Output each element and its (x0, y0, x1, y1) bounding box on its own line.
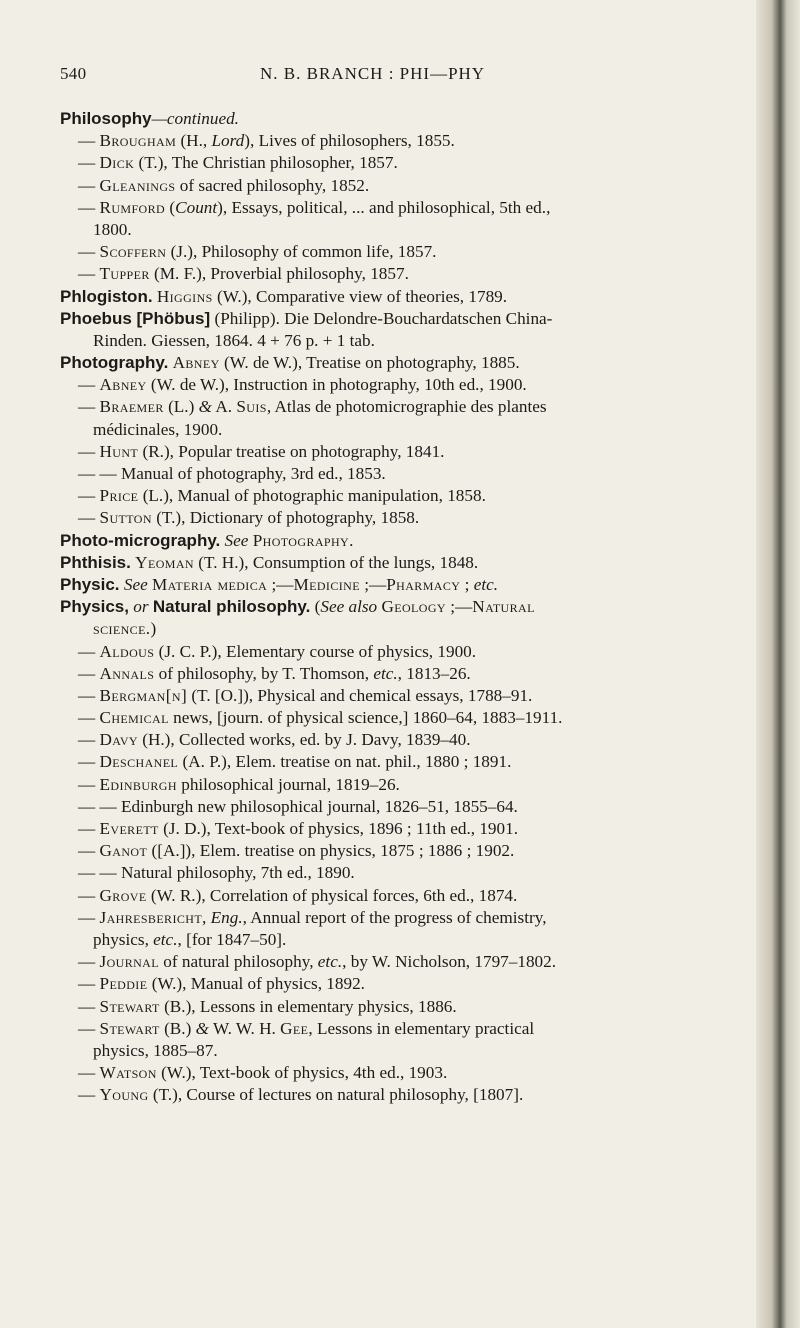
entry-continuation-line (60, 929, 750, 951)
author-name: Hunt (99, 441, 139, 461)
entry-text: — (78, 486, 100, 506)
entry-continuation-line (60, 219, 750, 241)
italic-text: —continued. (151, 109, 239, 128)
italic-text: & (195, 1018, 209, 1038)
author-name: Stewart (99, 996, 160, 1016)
entry-line (60, 796, 750, 818)
entry-text: ), Lives of philosophers, 1855. (244, 131, 455, 151)
entry-text: — (78, 730, 100, 750)
entry-text: — (78, 708, 100, 728)
italic-text: or (133, 597, 149, 617)
entry-text: A. (211, 397, 237, 417)
author-name: Davy (99, 730, 138, 750)
author-name: Braemer (99, 397, 164, 417)
entry-text: (W. de W.), Instruction in photography, 10th ed., 1900. (146, 375, 527, 395)
page-number: 540 (60, 64, 87, 83)
entry-text: — (78, 819, 100, 838)
author-name: Brougham (99, 131, 177, 151)
entry-text: — (78, 264, 100, 284)
italic-text: Eng. (210, 907, 243, 927)
entry-line (60, 751, 750, 773)
entry-text: ( (310, 597, 321, 617)
entry-text: (W.), Text-book of physics, 4th ed., 1903. (156, 1063, 448, 1083)
author-name: Journal (99, 952, 159, 972)
entry-text: (W. R.), Correlation of physical forces, 6th ed., 1874. (146, 885, 518, 905)
entry-text: — (78, 774, 100, 794)
author-name: Watson (99, 1063, 157, 1083)
entry-text: — (78, 1018, 100, 1038)
entry-line (60, 774, 750, 796)
entry-continuation-line (60, 1040, 750, 1062)
entry-line (60, 641, 750, 663)
author-name: Chemical (99, 708, 169, 728)
entry-text: — (78, 663, 100, 683)
entry-text: (W.), Manual of physics, 1892. (147, 974, 365, 994)
author-name: Annals (99, 663, 155, 683)
book-spine-edge (756, 0, 800, 1328)
heading-entry-line (60, 286, 750, 308)
subject-heading: Phoebus [Phöbus] (60, 308, 211, 328)
italic-text: etc. (473, 574, 499, 594)
entry-text: médicinales, 1900. (93, 419, 223, 439)
author-name: Grove (99, 885, 147, 905)
entry-text: (A. P.), Elem. treatise on nat. phil., 1880 ; 1891. (178, 752, 512, 772)
running-title: N. B. BRANCH : PHI—PHY (260, 64, 486, 83)
author-name: Aldous (99, 641, 155, 661)
entry-text: — (78, 885, 100, 905)
entry-text: (H.), Collected works, ed. by J. Davy, 1839–40. (137, 730, 471, 750)
entry-text: — (78, 752, 100, 772)
entry-text: (Philipp). Die Delondre-Bouchardatschen China- (210, 308, 553, 328)
entry-text: — — Manual of photography, 3rd ed., 1853. (78, 464, 386, 483)
entry-line (60, 175, 750, 197)
author-name: Materia medica (152, 574, 268, 594)
author-name: Geology (381, 597, 446, 617)
heading-entry-line (60, 596, 750, 618)
heading-entry-line (60, 308, 750, 330)
entry-text: of sacred philosophy, 1852. (175, 175, 370, 195)
author-name: Abney (99, 375, 147, 395)
author-name: Gleanings (99, 175, 176, 195)
subject-heading: Phlogiston. (60, 286, 153, 306)
entry-text: physics, (93, 929, 154, 949)
author-name: Bergman[n] (99, 685, 188, 705)
entry-text: news, [journ. of physical science,] 1860–64, 1883–1911. (168, 708, 563, 728)
entry-text: — (78, 131, 100, 151)
author-name: Medicine (293, 574, 360, 594)
entry-text: W. W. H. (208, 1018, 281, 1038)
italic-text: Count (175, 197, 218, 217)
entry-text: — (78, 952, 100, 972)
subject-heading: Physics, (60, 597, 129, 617)
heading-entry-line (60, 574, 750, 596)
italic-text: See (224, 530, 249, 550)
entry-line (60, 862, 750, 884)
entry-text: (T.), Dictionary of photography, 1858. (151, 508, 420, 528)
entry-line (60, 885, 750, 907)
entry-text: — (78, 1063, 100, 1083)
entry-line (60, 996, 750, 1018)
entry-line (60, 263, 750, 285)
author-name: Price (99, 486, 139, 506)
author-name: Deschanel (99, 752, 179, 772)
entry-text: (J. C. P.), Elementary course of physics, 1900. (154, 641, 477, 661)
entry-line (60, 241, 750, 263)
author-name: Ganot (99, 841, 148, 861)
italic-text: See also (320, 597, 378, 617)
entry-line (60, 152, 750, 174)
entry-text: ([A.]), Elem. treatise on physics, 1875 ; 1886 ; 1902. (147, 841, 515, 861)
entry-continuation-line (60, 419, 750, 441)
subject-heading: Natural philosophy. (152, 597, 311, 617)
entry-line (60, 1018, 750, 1040)
entry-text: (J.), Philosophy of common life, 1857. (166, 242, 437, 262)
author-name: science. (93, 619, 151, 639)
entry-text: (T. [O.]), Physical and chemical essays, 1788–91. (187, 685, 533, 705)
entry-text: (J. D.), Text-book of physics, 1896 ; 11th ed., 1901. (158, 819, 519, 838)
entry-text: ;— (446, 597, 473, 617)
entry-text: (B.), Lessons in elementary physics, 1886. (159, 996, 457, 1016)
entry-text: — (78, 641, 100, 661)
entry-line (60, 1084, 750, 1106)
entry-text: (B.) (159, 1018, 196, 1038)
author-name: Everett (99, 819, 159, 838)
catalogue-entries (60, 108, 750, 1106)
entry-line (60, 707, 750, 729)
author-name: Tupper (99, 264, 150, 284)
entry-text: — (78, 685, 100, 705)
entry-line (60, 951, 750, 973)
entry-line (60, 973, 750, 995)
running-head (60, 64, 732, 88)
entry-text: — (78, 153, 100, 173)
entry-line (60, 840, 750, 862)
entry-text: ;— (359, 574, 387, 594)
entry-text: , [for 1847–50]. (177, 929, 287, 949)
author-name: Dick (99, 153, 135, 173)
italic-text: etc. (317, 952, 343, 972)
entry-line (60, 507, 750, 529)
entry-text: — (78, 397, 100, 417)
subject-heading: Photography. (60, 353, 169, 373)
author-name: Stewart (99, 1018, 160, 1038)
entry-line (60, 485, 750, 507)
entry-line (60, 396, 750, 418)
author-name: Scoffern (99, 242, 167, 262)
entry-text: ; (460, 574, 474, 594)
entry-text: of philosophy, by T. Thomson, (154, 663, 374, 683)
entry-line (60, 441, 750, 463)
entry-text: — (78, 242, 100, 262)
entry-text: (L.), Manual of photographic manipulation, 1858. (138, 486, 486, 506)
author-name: Pharmacy (386, 574, 461, 594)
author-name: Abney (172, 353, 220, 373)
entry-text: — (78, 996, 100, 1016)
subject-heading: Physic. (60, 574, 120, 594)
heading-entry-line (60, 108, 750, 130)
entry-text: (L.) (163, 397, 199, 417)
author-name: Sutton (99, 508, 152, 528)
entry-text: — (78, 175, 100, 195)
entry-line (60, 685, 750, 707)
subject-heading: Philosophy (60, 109, 152, 128)
entry-text: 1800. (93, 219, 132, 239)
entry-text: physics, 1885–87. (93, 1040, 218, 1060)
entry-text: — (78, 1085, 100, 1105)
entry-text: — (78, 508, 100, 528)
entry-line (60, 197, 750, 219)
entry-text: , Annual report of the progress of chemistry, (242, 907, 547, 927)
heading-entry-line (60, 552, 750, 574)
author-name: Peddie (99, 974, 148, 994)
entry-line (60, 130, 750, 152)
heading-entry-line (60, 352, 750, 374)
entry-text: , (202, 907, 211, 927)
entry-text: (T.), Course of lectures on natural philosophy, [1807]. (148, 1085, 524, 1105)
author-name: Jahresbericht (99, 907, 203, 927)
entry-text: ) (150, 619, 157, 639)
entry-text: philosophical journal, 1819–26. (176, 774, 400, 794)
entry-line (60, 663, 750, 685)
entry-text: — (78, 974, 100, 994)
entry-text: ;— (267, 574, 294, 594)
entry-text: — (78, 375, 100, 395)
italic-text: etc. (373, 663, 398, 683)
author-name: Young (99, 1085, 149, 1105)
italic-text: Lord (211, 131, 245, 151)
entry-text: (W. de W.), Treatise on photography, 1885. (219, 353, 520, 373)
entry-text: , by W. Nicholson, 1797–1802. (342, 952, 557, 972)
entry-line (60, 818, 750, 840)
entry-text: Rinden. Giessen, 1864. 4 + 76 p. + 1 tab. (93, 330, 375, 350)
author-name: Yeoman (135, 552, 194, 572)
entry-line (60, 463, 750, 485)
heading-entry-line (60, 530, 750, 552)
entry-text: ), Essays, political, ... and philosophical, 5th ed., (217, 197, 551, 217)
entry-text: — (78, 841, 100, 861)
entry-text: ( (165, 197, 176, 217)
subject-heading: Photo-micrography. (60, 530, 221, 550)
entry-text: , Lessons in elementary practical (308, 1018, 535, 1038)
entry-line (60, 729, 750, 751)
entry-continuation-line (60, 330, 750, 352)
author-name: Suis (236, 397, 267, 417)
entry-text: (R.), Popular treatise on photography, 1841. (138, 441, 445, 461)
entry-text: (M. F.), Proverbial philosophy, 1857. (149, 264, 409, 284)
entry-text: — — Natural philosophy, 7th ed., 1890. (78, 863, 355, 883)
entry-text: — — Edinburgh new philosophical journal, 1826–51, 1855–64. (78, 796, 518, 816)
entry-text: (W.), Comparative view of theories, 1789. (212, 286, 508, 306)
entry-text: , 1813–26. (397, 663, 471, 683)
author-name: Photography. (252, 530, 354, 550)
subject-heading: Phthisis. (60, 552, 131, 572)
author-name: Edinburgh (99, 774, 177, 794)
entry-text: — (78, 907, 100, 927)
author-name: Rumford (99, 197, 166, 217)
entry-line (60, 907, 750, 929)
author-name: Natural (472, 597, 535, 617)
entry-text: (H., (176, 131, 212, 151)
entry-text: — (78, 197, 100, 217)
entry-text: (T.), The Christian philosopher, 1857. (134, 153, 398, 173)
entry-text: , Atlas de photomicrographie des plantes (266, 397, 547, 417)
author-name: Gee (280, 1018, 309, 1038)
italic-text: See (123, 574, 148, 594)
entry-text: — (78, 441, 100, 461)
entry-line (60, 374, 750, 396)
author-name: Higgins (156, 286, 213, 306)
entry-continuation-line (60, 618, 750, 640)
entry-text: (T. H.), Consumption of the lungs, 1848. (193, 552, 479, 572)
entry-line (60, 1062, 750, 1084)
italic-text: etc. (153, 929, 178, 949)
italic-text: & (198, 397, 212, 417)
entry-text: of natural philosophy, (158, 952, 318, 972)
